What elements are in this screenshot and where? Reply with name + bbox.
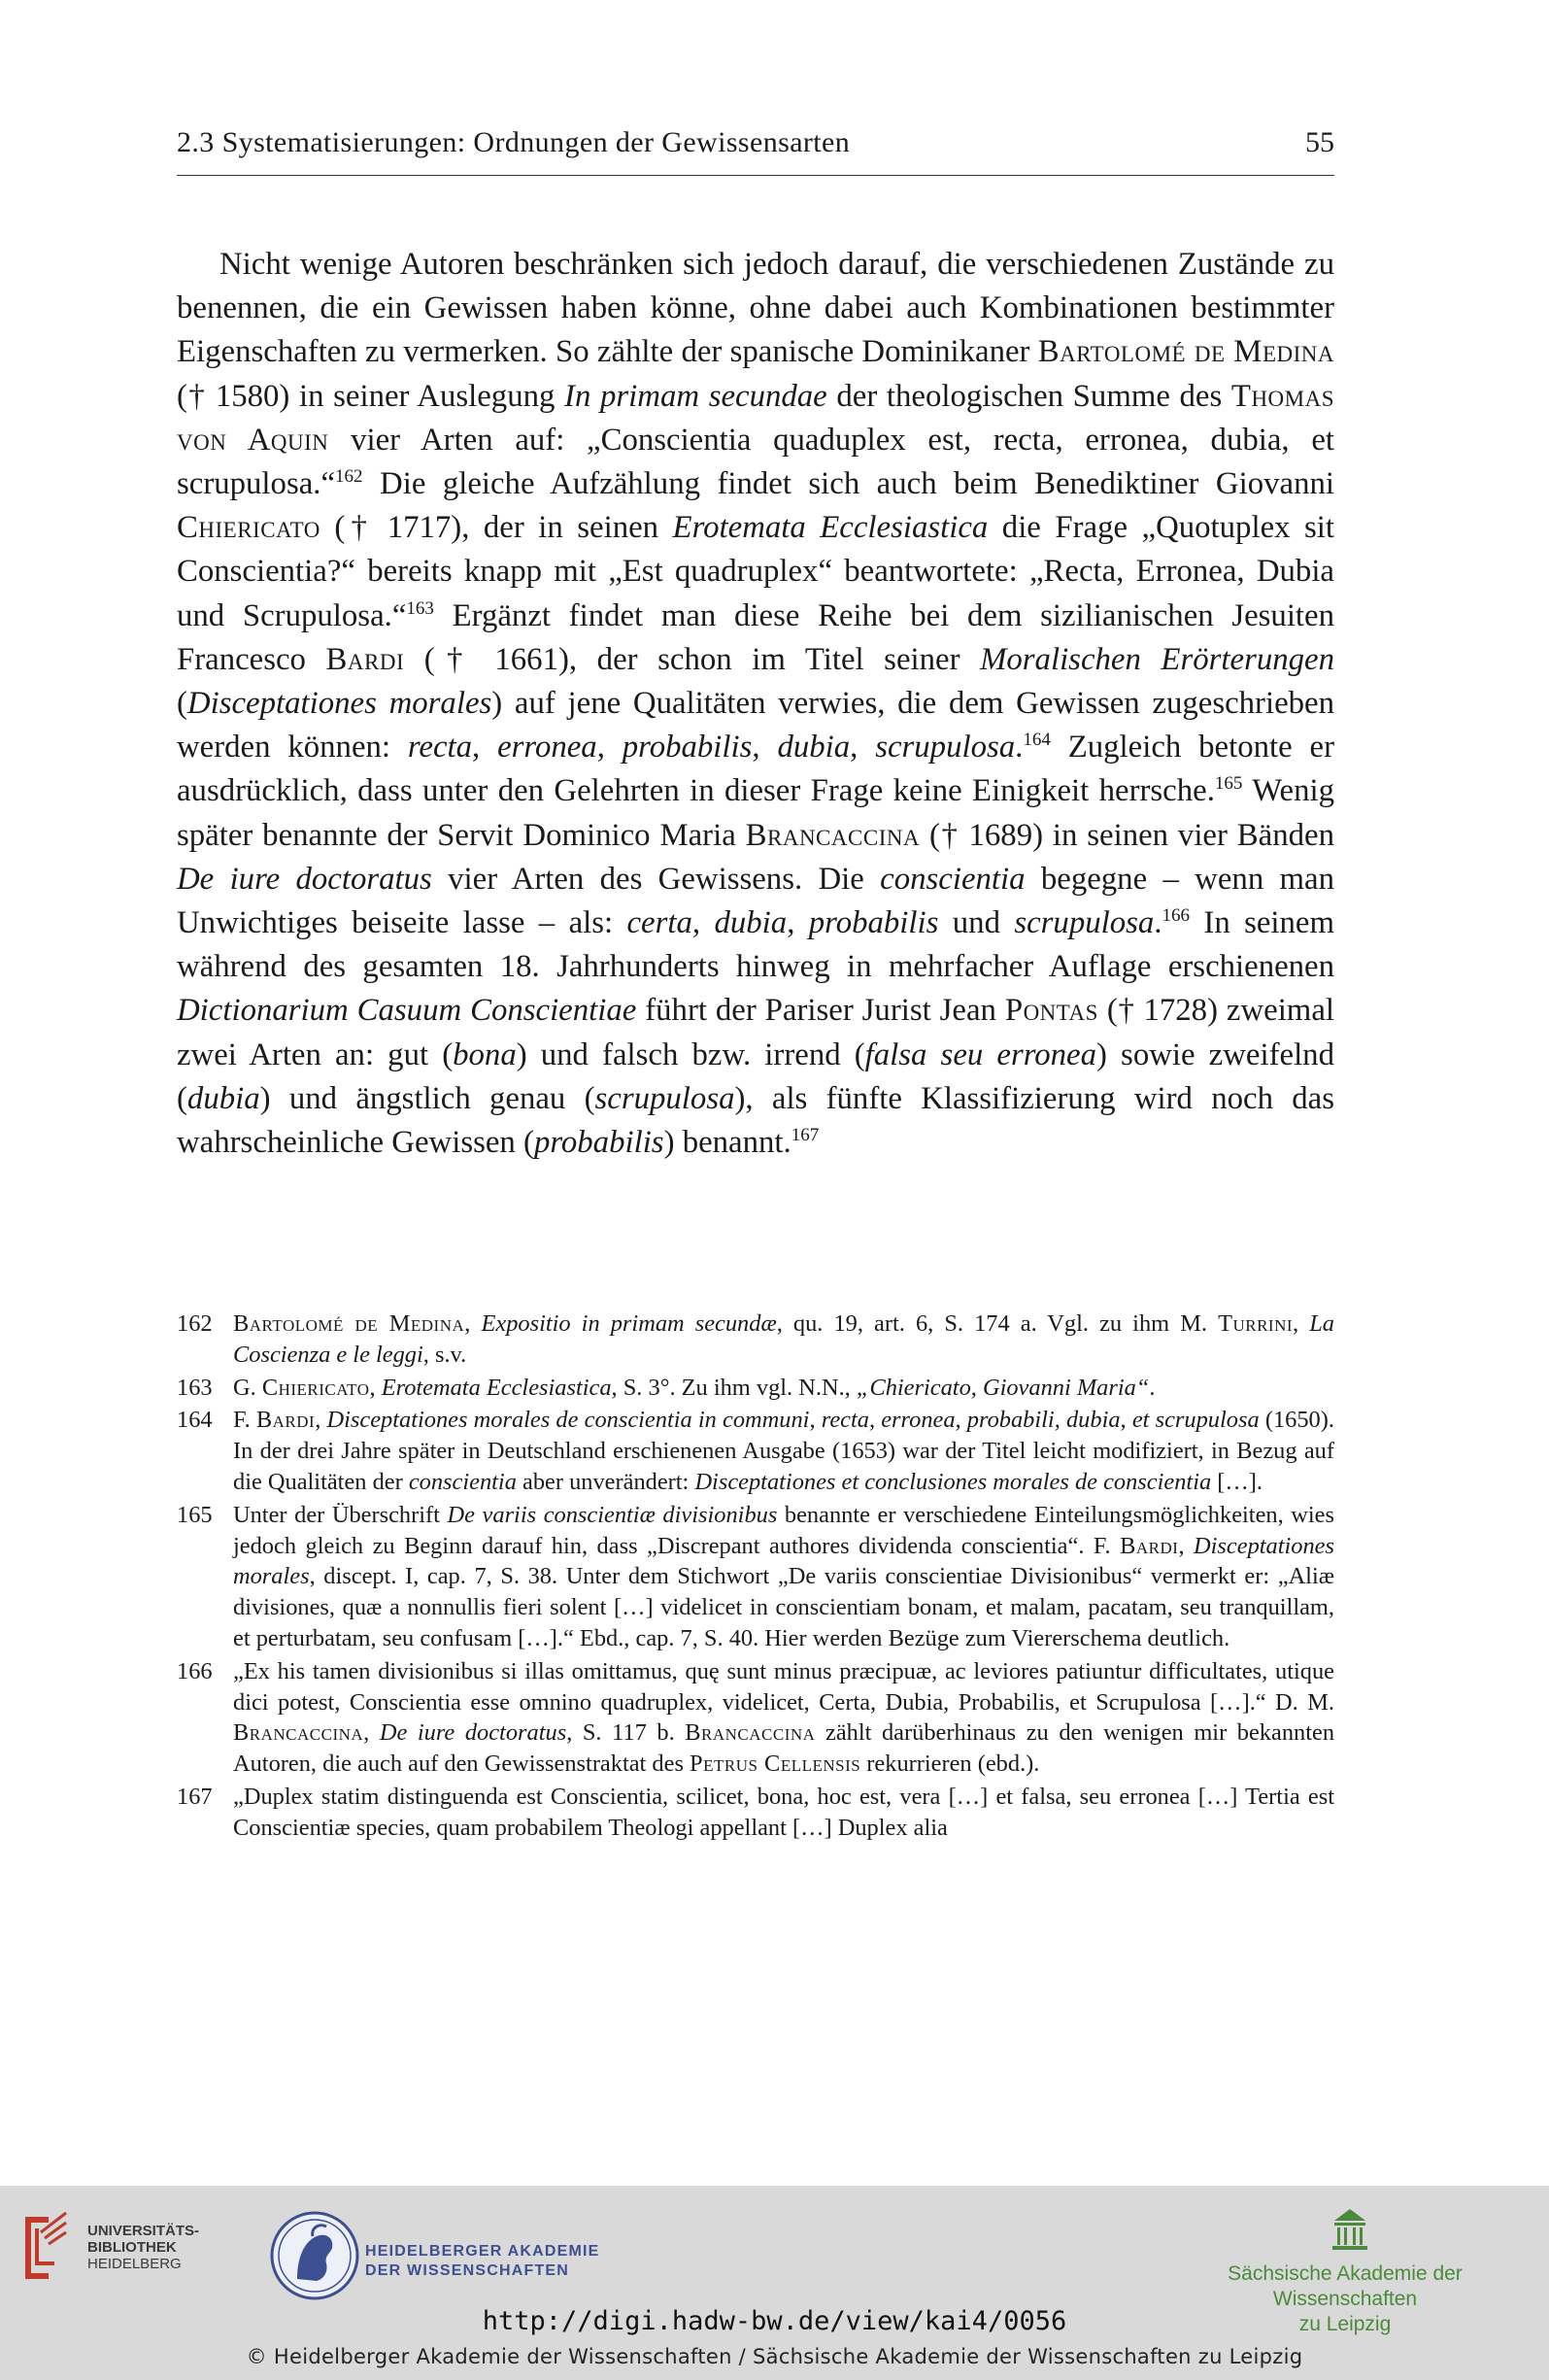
footnote [177, 1405, 1334, 1497]
text-run: Unter der Überschrift [233, 1501, 448, 1528]
footnote [177, 1373, 1334, 1404]
latin-term: certa [626, 905, 692, 941]
footnote-number: 165 [177, 1501, 213, 1528]
ub-logo-line: HEIDELBERG [87, 2256, 182, 2272]
paragraph [177, 243, 1334, 1165]
latin-term: scrupulosa [594, 1080, 735, 1116]
text-run: († 1689) in seinen vier Bänden [920, 817, 1334, 853]
footnote [177, 1782, 1334, 1844]
hadw-logo-line: DER WISSENSCHAFTEN [365, 2262, 570, 2279]
text-run: vier Arten auf: „Conscientia quaduplex est, recta, erronea, dubia, et scrupulosa.“ [177, 422, 1334, 502]
text-run: , [752, 730, 778, 765]
latin-term: scrupulosa [1014, 905, 1155, 941]
work-title: „Chiericato, Giovanni Maria“ [856, 1374, 1150, 1401]
text-run: († 1580) in seiner Auslegung [177, 378, 565, 414]
work-title: Dictionarium Casuum Conscientiae [177, 993, 637, 1029]
author-name: Chiericato [177, 510, 320, 546]
text-run: , [472, 730, 498, 765]
author-name: Bardi [255, 1407, 316, 1434]
text-run: begegne – wenn man Unwichtiges beiseite lasse – als: [177, 861, 1335, 941]
text-run: rekurrieren (ebd.). [860, 1751, 1040, 1778]
building-icon [1330, 2207, 1369, 2252]
author-name: Bartolomé de Medina [1037, 334, 1334, 370]
footnote-ref[interactable]: 162 [335, 466, 363, 488]
author-name: Brancaccina [745, 817, 921, 853]
permalink-url[interactable]: http://digi.hadw-bw.de/view/kai4/0056 [482, 2306, 1067, 2336]
latin-term: bona [453, 1037, 517, 1072]
text-run: , [315, 1407, 327, 1434]
footnote-number: 163 [177, 1374, 213, 1401]
footnote-ref[interactable]: 166 [1162, 905, 1191, 927]
latin-term: dubia [714, 905, 788, 941]
text-run: zählt darüberhinaus zu den wenigen mir bekannten Autoren, die auch auf den Gewissenstraktat des [233, 1719, 1335, 1778]
latin-term: probabilis [622, 730, 753, 765]
author-name: Turrini [1218, 1310, 1294, 1337]
work-title: De iure doctoratus [379, 1719, 567, 1747]
author-name: Petrus Cellensis [690, 1751, 861, 1778]
text-run: . [1149, 1374, 1156, 1401]
work-title: Disceptationes morales de conscientia in communi, recta, erronea, probabili, dubia, et scrupulosa [326, 1407, 1260, 1434]
author-name: Pontas [1004, 993, 1098, 1029]
text-run: benannte er verschiedene Einteilungsmöglichkeiten, wies jedoch gleich zu Beginn darauf hin, dass „Discrepant authores dividenda conscientia“. F. [233, 1501, 1334, 1559]
text-run: Ergänzt findet man diese Reihe bei dem sizilianischen Jesuiten Francesco [177, 597, 1335, 677]
ub-logo-text [87, 2223, 199, 2272]
text-run: , [596, 730, 623, 765]
text-run: , [1178, 1532, 1195, 1559]
footnote-ref[interactable]: 164 [1023, 730, 1051, 751]
ub-logo-mark-icon [16, 2209, 74, 2287]
latin-term: probabilis [533, 1125, 664, 1161]
latin-term: conscientia [408, 1468, 517, 1495]
text-run: Zugleich betonte er ausdrücklich, dass unter den Gelehrten in dieser Frage keine Einigkeit herrsche. [177, 730, 1334, 809]
text-run: , [464, 1310, 482, 1337]
work-title: Moralischen Erörterungen [980, 641, 1334, 677]
text-run: aber unverändert: [516, 1468, 695, 1495]
author-name: Bardi [1120, 1532, 1179, 1559]
text-run: , S. 3°. Zu ihm vgl. N.N., [611, 1374, 857, 1401]
page-number: 55 [1305, 126, 1334, 158]
text-run: führt der Pariser Jurist Jean [636, 993, 1005, 1029]
author-name: Brancaccina [685, 1719, 816, 1747]
author-name: Brancaccina [233, 1719, 364, 1747]
footnote-number: 166 [177, 1657, 213, 1684]
hadw-logo-text [365, 2242, 600, 2281]
work-title: Disceptationes morales [233, 1532, 1334, 1590]
saw-logo-line: zu Leipzig [1298, 2313, 1392, 2335]
author-name: Thomas von Aquin [177, 378, 1335, 458]
saw-logo-line: Sächsische Akademie der Wissenschaften [1228, 2262, 1463, 2310]
work-title: Disceptationes morales [186, 686, 492, 722]
work-title: De iure doctoratus [177, 861, 432, 897]
running-title: 2.3 Systematisierungen: Ordnungen der Gewissensarten [177, 126, 851, 158]
text-run: , [363, 1719, 380, 1747]
work-title: Expositio in primam secundæ [481, 1310, 777, 1337]
work-title: In primam secundae [564, 378, 827, 414]
text-run: , [369, 1374, 382, 1401]
text-run: In seinem während des gesamten 18. Jahrhunderts hinweg in mehrfacher Auflage erschienenen [177, 905, 1334, 985]
text-run: ) benannt. [663, 1125, 791, 1161]
text-run: und [938, 905, 1015, 941]
latin-term: recta [407, 730, 473, 765]
text-run: vier Arten des Gewissens. Die [431, 861, 881, 897]
digitization-footer [0, 2186, 1549, 2380]
text-run: ) und falsch bzw. irrend ( [516, 1037, 865, 1072]
text-run: , [691, 905, 715, 941]
text-run: „Ex his tamen divisionibus si illas omittamus, quę sunt minus præcipuæ, ac leviores patiuntur difficultates, utique dici potest, Conscientia esse omnino quadruplex, videlicet, Certa, Dubia, Probabilis, et Scrupulosa […].“ D. M. [233, 1657, 1334, 1716]
running-header [177, 126, 1334, 173]
text-run: die Frage „Quotuplex sit Conscientia?“ bereits knapp mit „Est quadruplex“ beantwortete: „Recta, Erronea, Dubia und Scrupulosa.“ [177, 510, 1334, 633]
work-title: De variis conscientiæ divisionibus [447, 1501, 778, 1528]
footnote-ref[interactable]: 165 [1214, 773, 1243, 795]
footnote-ref[interactable]: 167 [791, 1125, 820, 1146]
text-run: „Duplex statim distinguenda est Conscientia, scilicet, bona, hoc est, vera […] et falsa, seu erronea […] Tertia est Conscientiæ species, quam probabilem Theologi appellant […] Duplex alia [233, 1783, 1334, 1841]
latin-term: scrupulosa [875, 730, 1016, 765]
hadw-logo-line: HEIDELBERGER AKADEMIE [365, 2243, 600, 2260]
text-run: ) und ängstlich genau ( [259, 1080, 595, 1116]
work-title: La Coscienza e le leggi [233, 1310, 1334, 1368]
footnotes [177, 1309, 1334, 1846]
author-name: Bartolomé de Medina [233, 1310, 465, 1337]
text-run: Die gleiche Aufzählung findet sich auch beim Benediktiner Giovanni [362, 466, 1334, 502]
footnote-number: 167 [177, 1783, 213, 1810]
text-run: , [1293, 1310, 1310, 1337]
text-run: , S. 117 b. [566, 1719, 686, 1747]
latin-term: dubia [777, 730, 851, 765]
text-run: . [1154, 905, 1162, 941]
latin-term: dubia [186, 1080, 260, 1116]
author-name: Chiericato [261, 1374, 370, 1401]
work-title: Erotemata Ecclesiastica [381, 1374, 612, 1401]
saw-leipzig-logo[interactable] [1156, 2207, 1534, 2335]
work-title: Disceptationes et conclusiones morales de conscientia [694, 1468, 1212, 1495]
text-run: ), als fünfte Klassifizierung wird noch das wahrscheinliche Gewissen ( [177, 1080, 1334, 1161]
text-run: Nicht wenige Autoren beschränken sich jedoch darauf, die verschiedenen Zustände zu benennen, die ein Gewissen haben könne, ohne dabei auch Kombinationen bestimmter Eigenschaften zu vermerken. So zählte der spanische Dominikaner [177, 247, 1334, 370]
author-name: Bardi [325, 641, 405, 677]
header-rule [177, 175, 1334, 176]
footnote-number: 164 [177, 1407, 213, 1434]
text-run: ) auf jene Qualitäten verwies, die dem Gewissen zugeschrieben werden können: [177, 686, 1334, 765]
latin-term: conscientia [880, 861, 1026, 897]
text-run: […]. [1211, 1468, 1263, 1495]
footnote-number: 162 [177, 1310, 213, 1337]
athena-medallion-icon [268, 2209, 361, 2302]
text-run: . [1015, 730, 1024, 765]
latin-term: falsa seu erronea [864, 1037, 1097, 1072]
text-run: , [787, 905, 809, 941]
text-run: der theologischen Summe des [826, 378, 1231, 414]
text-run: , discept. I, cap. 7, S. 38. Unter dem Stichwort „De variis conscientiae Divisionibus“ vermerkt er: „Aliæ divisiones, quæ a nonnullis fieri solent […] videlicet in conscientiam bonam, et malam, pacatam, seu tranquillam, et perturbatam, seu confusam […].“ Ebd., cap. 7, S. 40. Hier werden Bezüge zum Viererschema deutlich. [233, 1563, 1334, 1651]
hadw-logo[interactable] [268, 2209, 618, 2306]
text-run: , [850, 730, 876, 765]
ub-logo-line: BIBLIOTHEK [87, 2239, 177, 2256]
text-run: († 1728) zweimal zwei Arten an: gut ( [177, 993, 1334, 1072]
ub-logo-line: UNIVERSITÄTS- [87, 2223, 200, 2239]
footnote-ref[interactable]: 163 [406, 597, 434, 619]
text-run: G. [233, 1374, 262, 1401]
footnote [177, 1500, 1334, 1654]
main-text [177, 243, 1334, 1165]
copyright-notice: © Heidelberger Akademie der Wissenschaften / Sächsische Akademie der Wissenschaften zu Leipzig [246, 2345, 1303, 2368]
text-run: Wenig später benannte der Servit Dominico Maria [177, 773, 1334, 853]
text-run: F. [233, 1407, 256, 1434]
latin-term: probabilis [808, 905, 939, 941]
text-run: († 1717), der in seinen [320, 510, 673, 546]
ub-heidelberg-logo[interactable] [16, 2209, 210, 2296]
work-title: Erotemata Ecclesiastica [672, 510, 989, 546]
footnote [177, 1309, 1334, 1371]
text-run: ( [177, 686, 187, 722]
text-run: (1650). In der drei Jahre später in Deutschland erschienenen Ausgabe (1653) war der Titel leicht modifiziert, in Bezug auf die Qualitäten der [233, 1407, 1334, 1495]
text-run: , qu. 19, art. 6, S. 174 a. Vgl. zu ihm M. [776, 1310, 1219, 1337]
text-run: , s.v. [422, 1341, 467, 1368]
footnote [177, 1656, 1334, 1780]
text-run: († 1661), der schon im Titel seiner [404, 641, 981, 677]
latin-term: erronea [497, 730, 597, 765]
text-run: ) sowie zweifelnd ( [177, 1037, 1334, 1116]
